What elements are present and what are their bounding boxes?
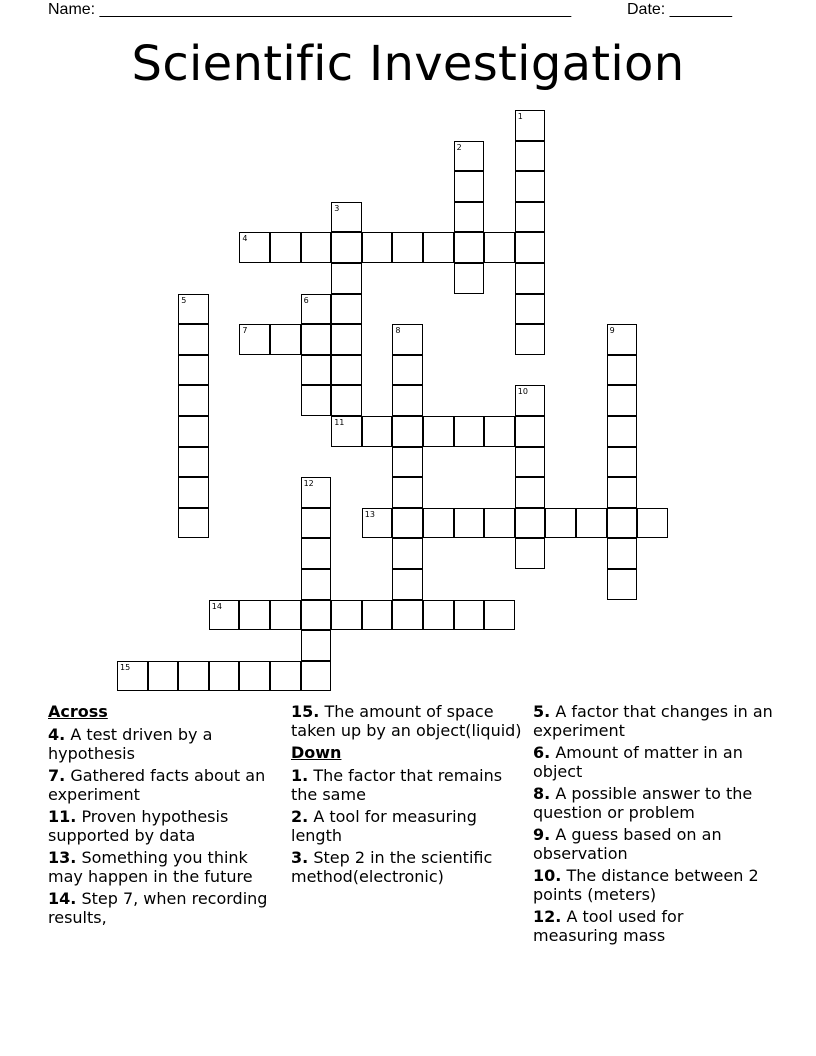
grid-cell[interactable] [515, 263, 546, 294]
grid-cell[interactable] [607, 538, 638, 569]
clue-number: 12 [303, 479, 314, 489]
grid-cell[interactable] [637, 508, 668, 539]
grid-cell[interactable] [301, 477, 332, 508]
grid-cell[interactable] [515, 141, 546, 172]
clue-down-2: 2. A tool for measuring length [291, 807, 477, 845]
grid-cell[interactable] [331, 294, 362, 325]
grid-cell[interactable] [392, 508, 423, 539]
grid-cell[interactable] [301, 355, 332, 386]
clue-across-4: 4. A test driven by a hypothesis [48, 725, 213, 763]
name-label: Name: [48, 1, 96, 18]
grid-cell[interactable] [607, 355, 638, 386]
clues-column-3 [533, 702, 773, 948]
clue-number: 14 [211, 601, 222, 611]
clue-number: 10 [517, 387, 528, 397]
down-heading: Down [291, 743, 342, 762]
grid-cell[interactable] [515, 324, 546, 355]
grid-cell[interactable] [607, 385, 638, 416]
grid-cell[interactable] [301, 569, 332, 600]
grid-cell[interactable] [392, 600, 423, 631]
grid-cell[interactable] [178, 385, 209, 416]
name-blank[interactable]: _____________________________________________________ [99, 1, 572, 18]
grid-cell[interactable] [178, 355, 209, 386]
grid-cell[interactable] [239, 661, 270, 692]
grid-cell[interactable] [178, 447, 209, 478]
grid-cell[interactable] [607, 324, 638, 355]
grid-cell[interactable] [392, 416, 423, 447]
grid-cell[interactable] [301, 538, 332, 569]
grid-cell[interactable] [392, 569, 423, 600]
date-label: Date: [627, 1, 666, 18]
clue-number: 3 [334, 203, 340, 213]
clue-number: 4 [242, 234, 248, 244]
grid-cell[interactable] [148, 661, 179, 692]
grid-cell[interactable] [454, 232, 485, 263]
grid-cell[interactable] [331, 232, 362, 263]
grid-cell[interactable] [515, 477, 546, 508]
grid-cell[interactable] [331, 263, 362, 294]
grid-cell[interactable] [392, 324, 423, 355]
grid-cell[interactable] [392, 385, 423, 416]
grid-cell[interactable] [454, 416, 485, 447]
grid-cell[interactable] [331, 324, 362, 355]
grid-cell[interactable] [301, 385, 332, 416]
across-heading: Across [48, 702, 108, 721]
grid-cell[interactable] [515, 294, 546, 325]
grid-cell[interactable] [515, 232, 546, 263]
grid-cell[interactable] [484, 508, 515, 539]
clue-down-9: 9. A guess based on an observation [533, 825, 722, 863]
grid-cell[interactable] [454, 263, 485, 294]
grid-cell[interactable] [178, 324, 209, 355]
grid-cell[interactable] [301, 630, 332, 661]
grid-cell[interactable] [423, 232, 454, 263]
grid-cell[interactable] [392, 538, 423, 569]
page-title: Scientific Investigation [131, 36, 685, 92]
grid-cell[interactable] [362, 508, 393, 539]
grid-cell[interactable] [178, 661, 209, 692]
clue-number: 8 [395, 326, 401, 336]
grid-cell[interactable] [239, 600, 270, 631]
grid-cell[interactable] [454, 202, 485, 233]
grid-cell[interactable] [178, 416, 209, 447]
clue-number: 7 [242, 326, 248, 336]
grid-cell[interactable] [454, 600, 485, 631]
grid-cell[interactable] [301, 324, 332, 355]
grid-cell[interactable] [362, 416, 393, 447]
grid-cell[interactable] [301, 600, 332, 631]
grid-cell[interactable] [178, 477, 209, 508]
clue-number: 6 [303, 295, 309, 305]
date-blank[interactable]: _______ [669, 1, 732, 18]
grid-cell[interactable] [515, 508, 546, 539]
clue-number: 13 [364, 509, 375, 519]
clue-across-13: 13. Something you think may happen in the future [48, 848, 253, 886]
grid-cell[interactable] [423, 508, 454, 539]
grid-cell[interactable] [545, 508, 576, 539]
grid-cell[interactable] [301, 661, 332, 692]
grid-cell[interactable] [362, 600, 393, 631]
grid-cell[interactable] [239, 324, 270, 355]
clue-down-10: 10. The distance between 2 points (meters) [533, 866, 759, 904]
clue-number: 1 [517, 112, 523, 121]
grid-cell[interactable] [209, 600, 240, 631]
clue-down-12: 12. A tool used for measuring mass [533, 907, 684, 945]
grid-cell[interactable] [392, 355, 423, 386]
clue-across-11: 11. Proven hypothesis supported by data [48, 807, 229, 845]
grid-cell[interactable] [362, 232, 393, 263]
grid-cell[interactable] [454, 141, 485, 172]
grid-cell[interactable] [301, 232, 332, 263]
grid-cell[interactable] [607, 569, 638, 600]
grid-cell[interactable] [576, 508, 607, 539]
grid-cell[interactable] [454, 171, 485, 202]
clue-number: 9 [609, 326, 615, 336]
grid-cell[interactable] [270, 324, 301, 355]
clue-across-15: 15. The amount of space taken up by an object(liquid) [291, 702, 522, 740]
grid-cell[interactable] [392, 447, 423, 478]
grid-cell[interactable] [607, 477, 638, 508]
grid-cell[interactable] [331, 385, 362, 416]
clue-number: 11 [334, 418, 345, 427]
grid-cell[interactable] [331, 416, 362, 447]
grid-cell[interactable] [331, 600, 362, 631]
grid-cell[interactable] [515, 171, 546, 202]
clue-across-14: 14. Step 7, when recording results, [48, 889, 268, 927]
grid-cell[interactable] [515, 447, 546, 478]
grid-cell[interactable] [484, 232, 515, 263]
clue-across-7: 7. Gathered facts about an experiment [48, 766, 266, 804]
clues-column-2 [291, 702, 523, 889]
clues-column-1 [48, 702, 280, 930]
clue-down-1: 1. The factor that remains the same [291, 766, 503, 804]
grid-cell[interactable] [423, 600, 454, 631]
grid-cell[interactable] [331, 202, 362, 233]
grid-cell[interactable] [270, 661, 301, 692]
grid-cell[interactable] [607, 447, 638, 478]
grid-cell[interactable] [484, 416, 515, 447]
grid-cell[interactable] [515, 202, 546, 233]
grid-cell[interactable] [392, 477, 423, 508]
grid-cell[interactable] [423, 416, 454, 447]
clue-down-3: 3. Step 2 in the scientific method(electronic) [291, 848, 493, 886]
grid-cell[interactable] [270, 600, 301, 631]
grid-cell[interactable] [515, 385, 546, 416]
grid-cell[interactable] [515, 538, 546, 569]
grid-cell[interactable] [209, 661, 240, 692]
grid-cell[interactable] [331, 355, 362, 386]
grid-cell[interactable] [454, 508, 485, 539]
clue-down-8: 8. A possible answer to the question or problem [533, 784, 753, 822]
grid-cell[interactable] [178, 508, 209, 539]
grid-cell[interactable] [515, 416, 546, 447]
clue-down-5: 5. A factor that changes in an experiment [533, 702, 773, 740]
grid-cell[interactable] [270, 232, 301, 263]
grid-cell[interactable] [301, 508, 332, 539]
grid-cell[interactable] [607, 416, 638, 447]
clue-down-6: 6. Amount of matter in an object [533, 743, 743, 781]
grid-cell[interactable] [515, 110, 546, 141]
clue-number: 5 [181, 295, 187, 305]
clue-number: 15 [120, 662, 131, 672]
grid-cell[interactable] [239, 232, 270, 263]
grid-cell[interactable] [301, 294, 332, 325]
grid-cell[interactable] [607, 508, 638, 539]
grid-cell[interactable] [117, 661, 148, 692]
clue-number: 2 [456, 142, 462, 152]
grid-cell[interactable] [484, 600, 515, 631]
grid-cell[interactable] [392, 232, 423, 263]
grid-cell[interactable] [178, 294, 209, 325]
